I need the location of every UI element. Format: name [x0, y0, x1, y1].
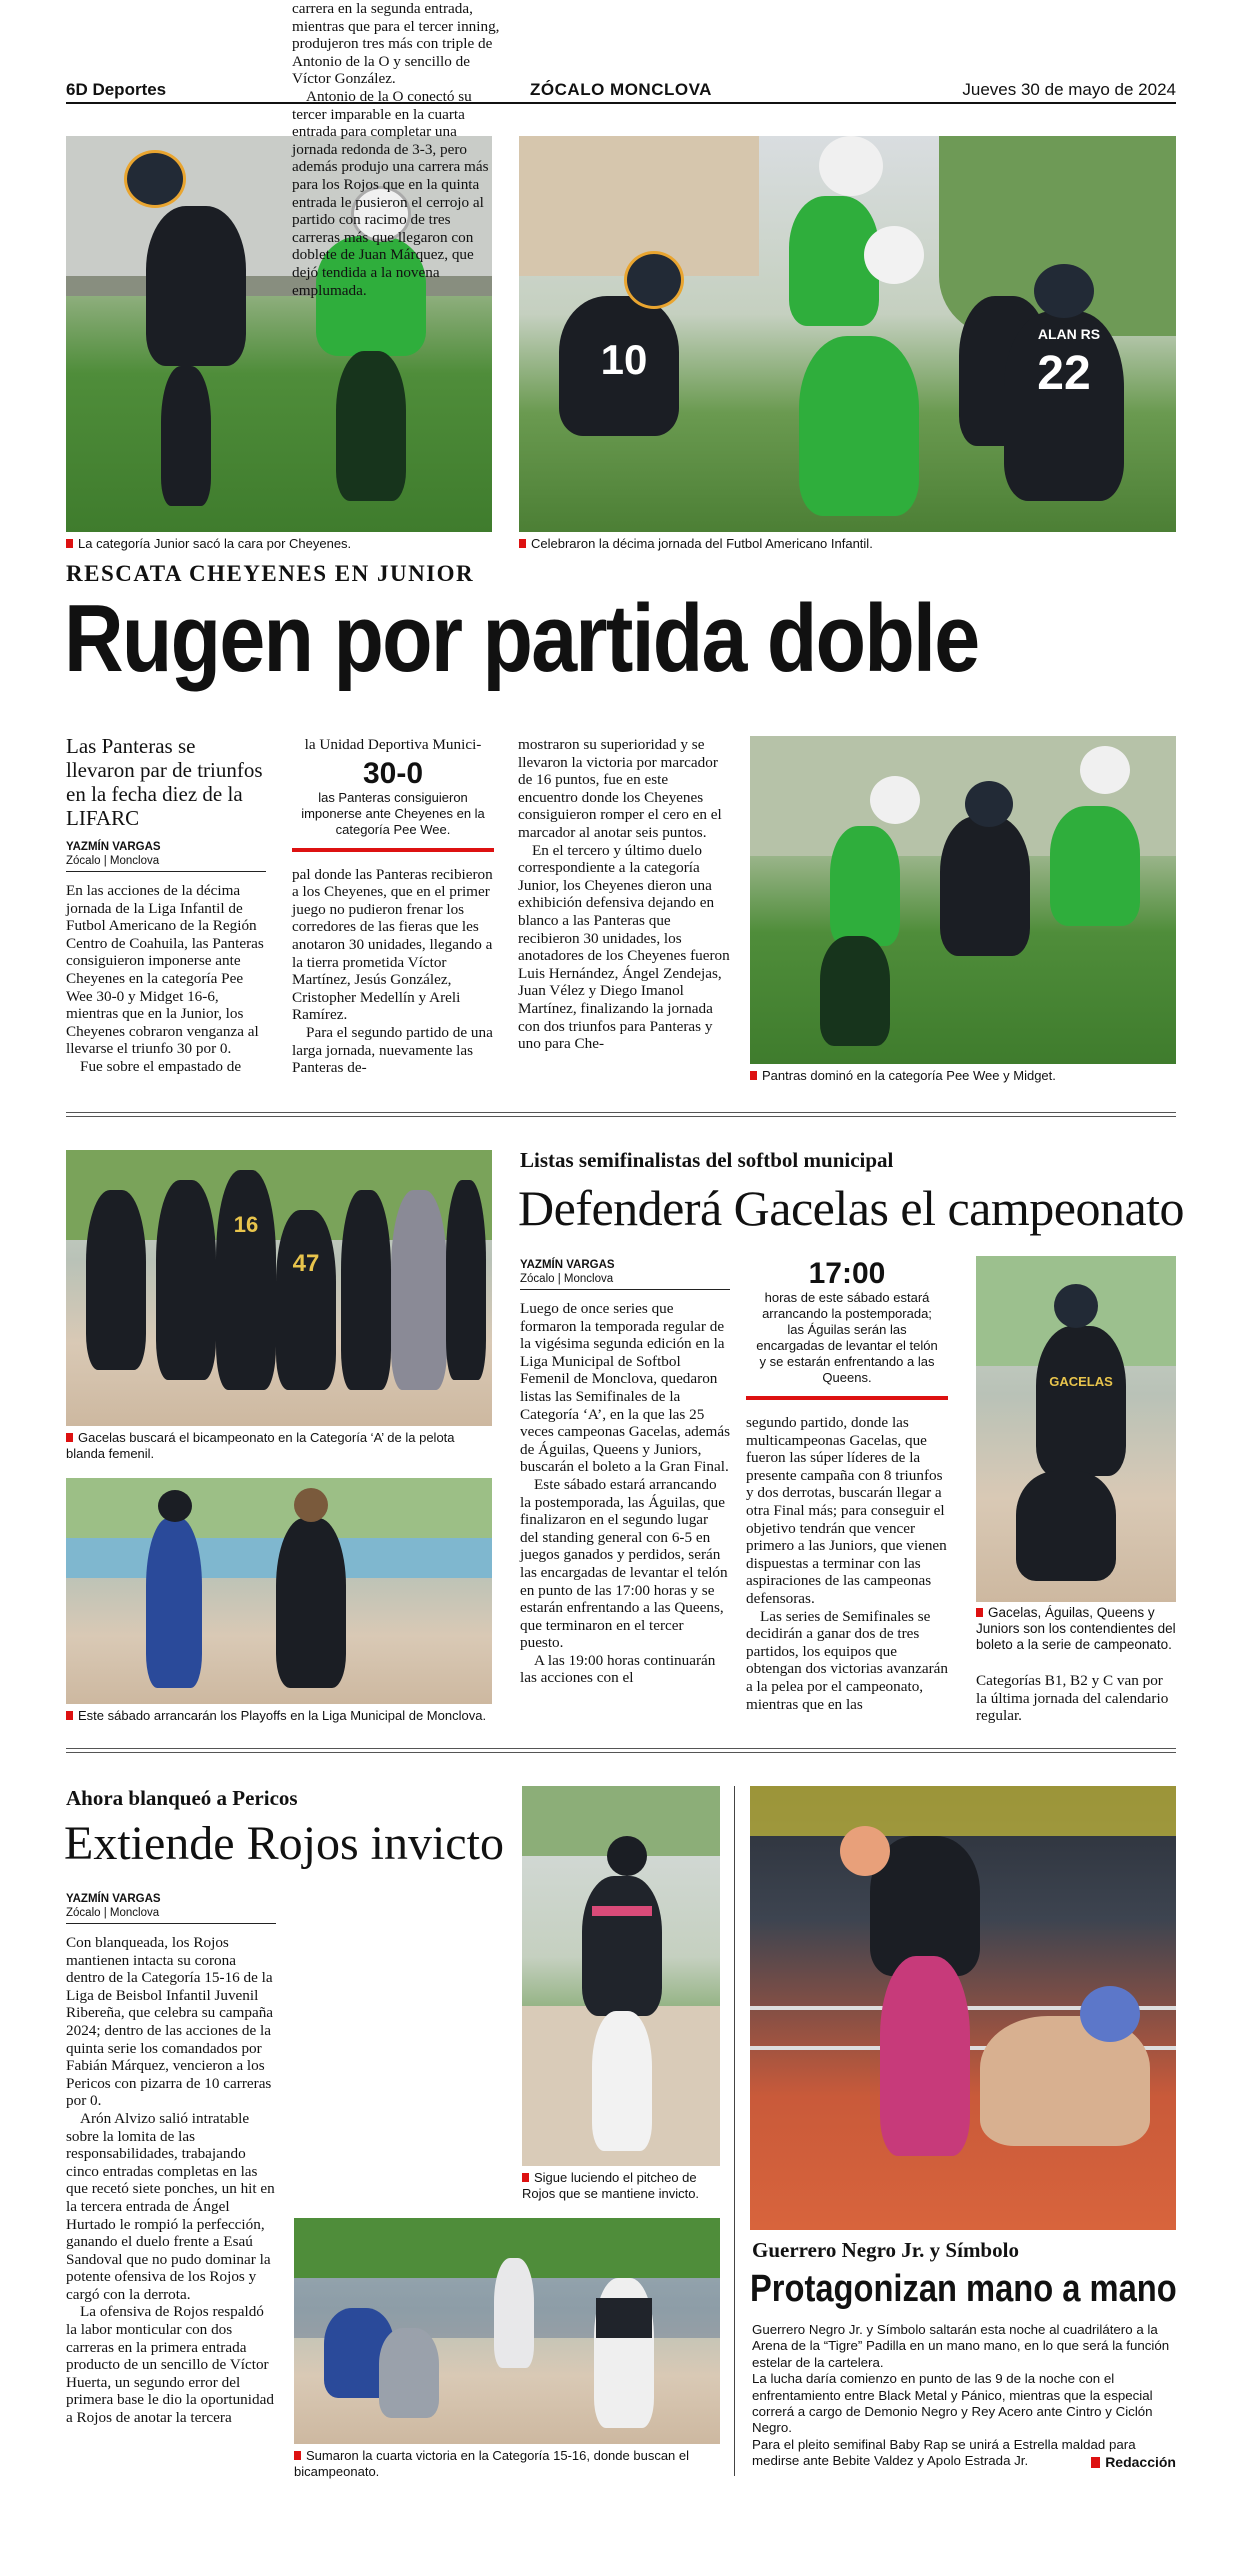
story2-byline: [520, 1258, 730, 1286]
paragraph: Guerrero Negro Jr. y Símbolo saltarán esta noche al cuadrilátero a la Arena de la “Tigre” Padilla en un mano mano, en lo que será la función estelar de la cartelera.: [752, 2322, 1170, 2370]
paragraph: En el tercero y último duelo correspondiente a la categoría Junior, los Cheyenes dieron una exhibición defensiva dejando en blanco a las Panteras que recibieron 30 unidades, los anotadores de los Cheyenes fueron Luis Hernández, Ángel Zendejas, Juan Vélez y Diego Imanol Martínez, finalizando la jornada con dos triunfos para Panteras y uno para Che-: [518, 841, 730, 1053]
jersey-name-alan: ALAN RS: [1037, 326, 1101, 342]
paragraph: Las series de Semifinales se decidirán a ganar dos de tres partidos, los equipos que obtengan dos victorias avanzarán a la pelea por el campeonato, mientras que en las: [746, 1607, 948, 1713]
paragraph: carrera en la segunda entrada, mientras que para el tercer inning, produjeron tres más con triple de Antonio de la O y sencillo de Víctor González.: [292, 0, 500, 88]
photo-caption-peewee: Pantras dominó en la categoría Pee Wee y Midget.: [750, 1068, 1176, 1084]
story1-headline: Rugen por partida doble: [64, 585, 979, 692]
story4-body: [752, 2322, 1176, 2470]
story2-column-1: [520, 1300, 730, 1687]
jersey-number-22: 22: [1037, 347, 1091, 400]
story1-deck: Las Panteras se llevaron par de triunfos en la fecha diez de la LIFARC: [66, 734, 263, 830]
byline-org: Zócalo | Monclova: [66, 1907, 160, 1919]
story4-kicker: Guerrero Negro Jr. y Símbolo: [752, 2238, 1019, 2262]
byline-org: Zócalo | Monclova: [66, 855, 160, 867]
photo-caption-team: Gacelas buscará el bicampeonato en la Categoría ‘A’ de la pelota blanda femenil.: [66, 1430, 492, 1462]
story1-column-2-top: la Unidad Deportiva Munici-: [304, 736, 482, 753]
byline-name: YAZMÍN VARGAS: [520, 1259, 615, 1271]
paragraph: Para el segundo partido de una larga jornada, nuevamente las Panteras de-: [292, 1023, 493, 1077]
story2-kicker: Listas semifinalistas del softbol municipal: [520, 1148, 894, 1172]
pullquote-number: 30-0: [362, 756, 424, 790]
story2-column-2: [746, 1414, 948, 1713]
paragraph: Antonio de la O conectó su tercer imparable en la cuarta entrada para completar una jornada redonda de 3-3, pero además produjo una carrera más para los Rojos que en la quinta entrada le pusieron el cerrojo al partido con racimo de tres carreras más que llegaron con doblete de Juan Márquez, que dejó tendida a la novena emplumada.: [292, 87, 489, 299]
story3-headline: Extiende Rojos invicto: [64, 1817, 504, 1870]
paragraph: La lucha daría comienzo en punto de las 9 de la noche con el enfrentamiento entre Black Metal y Pánico, mientras que la especial correrá a cargo de Demonio Negro y Rey Acero ante Cintro y Ciclón Negro.: [752, 2371, 1153, 2436]
pullquote-number: 17:00: [808, 1257, 886, 1290]
story3-column-1: [66, 1934, 276, 2427]
softball-photo-playoffs: [66, 1478, 492, 1704]
story1-byline: [66, 840, 266, 868]
baseball-photo-pitcher: [522, 1786, 720, 2166]
issue-date: Jueves 30 de mayo de 2024: [962, 80, 1176, 99]
jersey-number-10: 10: [600, 336, 648, 383]
photo-caption-rojos-pitcher: Sigue luciendo el pitcheo de Rojos que se mantiene invicto.: [522, 2170, 720, 2202]
story4-credit: [1091, 2454, 1176, 2470]
football-photo-celebration: [519, 136, 1176, 532]
paragraph: A las 19:00 horas continuarán las acciones con el: [520, 1651, 716, 1687]
byline-org: Zócalo | Monclova: [520, 1273, 614, 1285]
jersey-gacelas: GACELAS: [1049, 1374, 1113, 1389]
paragraph: Este sábado estará arrancando la postemporada, las Águilas, que finalizaron en el segundo lugar del standing general con 6-5 en juegos ganados y perdidos, serán las encargadas de levantar el telón en punto de las 17:00 horas y se estarán enfrentando a las Queens, que terminaron en el tercer puesto.: [520, 1475, 728, 1652]
story3-column-2: [292, 0, 500, 299]
baseball-photo-home-plate: [294, 2218, 720, 2444]
pullquote-text: horas de este sábado estará arrancando la postemporada; las Águilas serán las encargadas de levantar el telón y se estarán enfrentando a las Queens.: [756, 1290, 938, 1385]
photo-caption-playoffs: Este sábado arrancarán los Playoffs en la Liga Municipal de Monclova.: [66, 1708, 492, 1724]
photo-caption-junior: La categoría Junior sacó la cara por Cheyenes.: [66, 536, 492, 552]
section-divider: [66, 1748, 1176, 1753]
pullquote-17-00: [746, 1258, 948, 1400]
softball-photo-team: [66, 1150, 492, 1426]
story1-column-1: [66, 882, 266, 1076]
column-divider: [734, 1786, 735, 2476]
story1-column-2: [292, 866, 494, 1077]
page-header: [66, 78, 1176, 104]
section-label: 6D Deportes: [66, 80, 167, 99]
lucha-photo: [750, 1786, 1176, 2230]
story4-headline: Protagonizan mano a mano: [750, 2268, 1177, 2310]
paragraph: Luego de once series que formaron la temporada regular de la vigésima segunda edición en la Liga Municipal de Softbol Femenil de Monclova, quedaron listas las Semifinales de la Categoría ‘A’, en la que las 25 veces campeonas Gacelas, además de Águilas, Queens y Juniors, buscarán el boleto a la Gran Final.: [520, 1300, 730, 1476]
paragraph: segundo partido, donde las multicampeonas Gacelas, que fueron las súper líderes de la presente campaña con 8 triunfos y dos derrotas, buscarán llegar a otra Final más; para conseguir el objetivo tendrán que vencer primero a las Juniors, que vienen dispuestas a terminar con las aspiraciones de las campeonas defensoras.: [746, 1414, 947, 1607]
story3-kicker: Ahora blanqueó a Pericos: [66, 1786, 298, 1810]
paragraph: Arón Alvizo salió intratable sobre la lomita de las responsabilidades, trabajando cinco entradas completas en las que recetó siete ponches, un hit en la tercera entrada de Ángel Hurtado le rompió la perfección, ganando el duelo frente a Esaú Sandoval que no pudo dominar la potente ofensiva de los Rojos y cargó con la derrota.: [66, 2109, 275, 2303]
newspaper-name: ZÓCALO MONCLOVA: [530, 80, 712, 99]
story3-byline: [66, 1892, 276, 1920]
paragraph: En las acciones de la décima jornada de la Liga Infantil de Futbol Americano de la Región Centro de Coahuila, las Panteras consiguieron imponerse ante Cheyenes en la categoría Pee Wee 30-0 y Midget 16-6, mientras que en la Junior, los Cheyenes cobraron venganza al llevarse el triunfo 30 por 0.: [66, 882, 264, 1058]
story1-kicker: RESCATA CHEYENES EN JUNIOR: [66, 561, 475, 586]
paragraph: pal donde las Panteras recibieron a los Cheyenes, que en el primer juego no pudieron frenar los corredores de las fieras que les anotaron 30 unidades, llegando a la tierra prometida Víctor Martínez, Jesús González, Cristopher Medellín y Areli Ramírez.: [292, 865, 493, 1024]
jersey-number-16: 16: [233, 1212, 259, 1237]
softball-photo-pitcher: [976, 1256, 1176, 1602]
paragraph: Con blanqueada, los Rojos mantienen intacta su corona dentro de la Categoría 15-16 de la Liga de Beisbol Infantil Juvenil Ribereña, que celebra su campaña 2024; dentro de las acciones de la quinta serie los comandados por Fabián Márquez, vencieron a los Pericos con pizarra de 10 carreras por 0.: [66, 1934, 274, 2110]
photo-caption-pitcher: Gacelas, Águilas, Queens y Juniors son los contendientes del boleto a la serie de campeonato.: [976, 1605, 1176, 1652]
paragraph: La ofensiva de Rojos respaldó la labor monticular con dos carreras en la primera entrada producto de un sencillo de Víctor Huerta, un segundo error del primera base le dio la oportunidad a Rojos de anotar la tercera: [66, 2303, 274, 2427]
story2-headline: Defenderá Gacelas el campeonato: [518, 1180, 1185, 1236]
byline-name: YAZMÍN VARGAS: [66, 841, 161, 853]
paragraph: Para el pleito semifinal Baby Rap se unirá a Estrella maldad para medirse ante Bebite Valdez y Apolo Estrada Jr.: [752, 2436, 1136, 2469]
byline-name: YAZMÍN VARGAS: [66, 1893, 161, 1905]
paragraph: mostraron su superioridad y se llevaron la victoria por marcador de 16 puntos, fue en este encuentro donde los Cheyenes consiguieron romper el cero en el marcador al anotar seis puntos.: [518, 736, 722, 841]
photo-caption-celebration: Celebraron la décima jornada del Futbol Americano Infantil.: [519, 536, 1176, 552]
football-photo-peewee: [750, 736, 1176, 1064]
pullquote-30-0: [292, 758, 494, 852]
story1-column-3: [518, 736, 730, 1053]
story2-sidebar-text: Categorías B1, B2 y C van por la última jornada del calendario regular.: [976, 1672, 1169, 1725]
credit-text: Redacción: [1105, 2454, 1176, 2470]
paragraph: Fue sobre el empastado de: [80, 1057, 242, 1075]
section-divider: [66, 1112, 1176, 1117]
photo-caption-home-plate: Sumaron la cuarta victoria en la Categoría 15-16, donde buscan el bicampeonato.: [294, 2448, 720, 2480]
pullquote-text: las Panteras consiguieron imponerse ante Cheyenes en la categoría Pee Wee.: [301, 789, 485, 837]
jersey-number-47: 47: [292, 1250, 320, 1277]
